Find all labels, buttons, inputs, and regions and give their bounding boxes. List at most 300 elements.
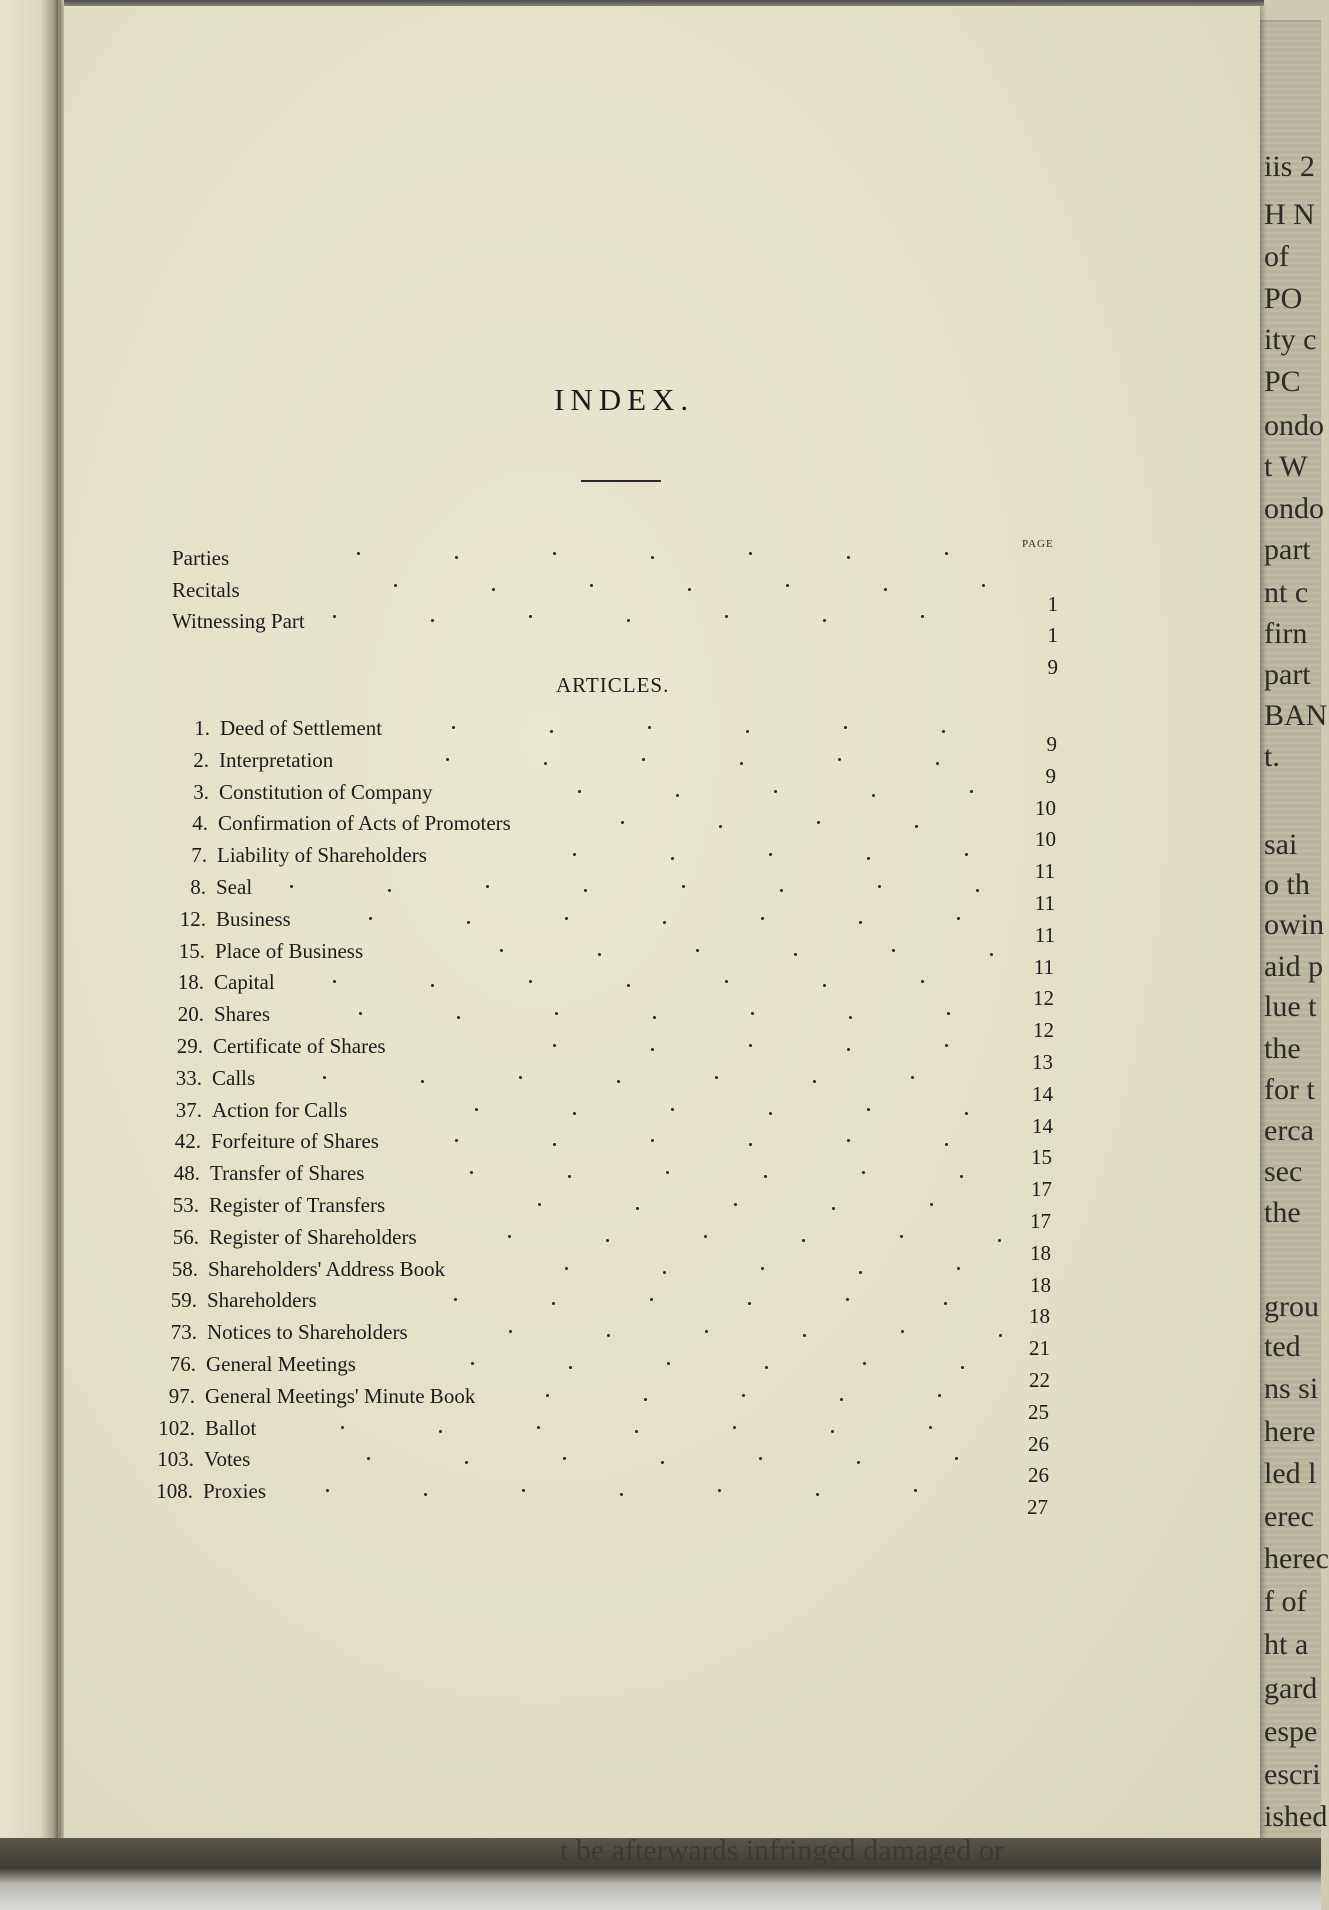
leader-dot: [696, 949, 699, 952]
leader-dot: [688, 588, 691, 591]
leader-dot: [998, 1239, 1001, 1242]
leader-dot: [555, 1012, 558, 1015]
leader-dot: [431, 619, 434, 622]
leader-dot: [794, 953, 797, 956]
leader-dot: [553, 1143, 556, 1146]
leader-dot: [569, 1366, 572, 1369]
leader-dot: [326, 1489, 329, 1492]
leader-dot: [863, 1362, 866, 1365]
leader-dot: [644, 1398, 647, 1401]
leader-dot: [944, 1302, 947, 1305]
article-label: Proxies: [203, 1479, 266, 1504]
leader-dot: [475, 1108, 478, 1111]
leader-dot: [455, 1139, 458, 1142]
leader-dot: [454, 1298, 457, 1301]
leader-dot: [965, 1112, 968, 1115]
newspaper-text: ondo: [1264, 492, 1324, 525]
article-entry: [0, 906, 1321, 947]
newspaper-text: led l: [1264, 1457, 1317, 1490]
article-label: Notices to Shareholders: [207, 1320, 408, 1345]
leader-dot: [823, 619, 826, 622]
leader-dot: [746, 730, 749, 733]
article-page-number: 15: [1031, 1145, 1052, 1170]
article-number: 8.: [190, 875, 206, 899]
newspaper-text: lue t: [1264, 990, 1317, 1023]
leader-dot: [394, 584, 397, 587]
article-entry: [0, 1161, 1321, 1202]
leader-dot: [847, 556, 850, 559]
leader-dot: [620, 1493, 623, 1496]
article-number: 20.: [177, 1002, 204, 1027]
leader-dot: [565, 1267, 568, 1270]
leader-dot: [936, 762, 939, 765]
article-page-number: 11: [1034, 922, 1055, 947]
newspaper-text: ns si: [1264, 1372, 1319, 1405]
newspaper-text: the: [1264, 1032, 1301, 1065]
leader-dot: [627, 619, 630, 622]
entry-label: Witnessing Part: [172, 609, 305, 633]
page-column-header: PAGE: [1022, 538, 1054, 550]
newspaper-text: part: [1264, 658, 1311, 691]
leader-dot: [323, 1076, 326, 1079]
leader-dot: [961, 1366, 964, 1369]
article-number: 103.: [157, 1447, 194, 1472]
newspaper-text: ondo: [1264, 409, 1324, 442]
leader-dot: [764, 1175, 767, 1178]
article-number: 97.: [168, 1383, 195, 1408]
article-page-number: 12: [1033, 986, 1054, 1011]
newspaper-fragment: [1254, 20, 1329, 1850]
leader-dot: [661, 1461, 664, 1464]
newspaper-text: erca: [1264, 1114, 1314, 1147]
article-number: 76.: [169, 1352, 196, 1376]
entry-label: Recitals: [172, 577, 240, 602]
article-label: Shareholders: [207, 1288, 317, 1313]
article-entry: [0, 1034, 1321, 1074]
leader-dot: [546, 1394, 549, 1397]
article-page-number: 26: [1028, 1431, 1049, 1456]
newspaper-text: erec: [1264, 1500, 1314, 1533]
leader-dot: [847, 1048, 850, 1051]
article-label: Business: [216, 906, 291, 931]
article-label: Interpretation: [219, 747, 334, 772]
leader-dot: [911, 1076, 914, 1079]
leader-dot: [734, 1203, 737, 1206]
newspaper-text: o th: [1264, 868, 1310, 901]
leader-dot: [718, 1489, 721, 1492]
leader-dot: [749, 1143, 752, 1146]
article-number: 37.: [175, 1097, 202, 1122]
leader-dot: [900, 1235, 903, 1238]
leader-dot: [500, 949, 503, 952]
leader-dot: [748, 1302, 751, 1305]
entry-page-number: 9: [1047, 654, 1058, 679]
article-number: 42.: [174, 1129, 201, 1154]
article-label: Votes: [204, 1447, 251, 1472]
leader-dot: [606, 1239, 609, 1242]
leader-dot: [765, 1366, 768, 1369]
leader-dot: [982, 584, 985, 587]
article-number: 1.: [194, 716, 210, 740]
article-number: 12.: [179, 906, 206, 931]
leader-dot: [439, 1430, 442, 1433]
leader-dot: [663, 921, 666, 924]
article-entry: [0, 1415, 1321, 1456]
article-entry: [0, 1288, 1321, 1329]
newspaper-text: escri: [1264, 1758, 1321, 1791]
article-number: 108.: [156, 1479, 193, 1504]
article-page-number: 25: [1028, 1399, 1049, 1424]
article-page-number: 17: [1031, 1177, 1052, 1202]
leader-dot: [676, 794, 679, 797]
leader-dot: [990, 953, 993, 956]
leader-dot: [867, 1108, 870, 1111]
leader-dot: [938, 1394, 941, 1397]
leader-dot: [359, 1012, 362, 1015]
article-label: Seal: [216, 875, 253, 899]
article-number: 48.: [173, 1161, 200, 1186]
leader-dot: [651, 556, 654, 559]
article-entry: [0, 1129, 1321, 1170]
article-number: 2.: [193, 747, 209, 772]
leader-dot: [769, 1112, 772, 1115]
leader-dot: [862, 1171, 865, 1174]
leader-dot: [290, 885, 293, 888]
leader-dot: [627, 984, 630, 987]
leader-dot: [431, 984, 434, 987]
leader-dot: [522, 1489, 525, 1492]
article-label: Certificate of Shares: [213, 1034, 386, 1058]
article-entry: [0, 1224, 1321, 1265]
leader-dot: [759, 1457, 762, 1460]
leader-dot: [878, 885, 881, 888]
article-page-number: 10: [1035, 795, 1056, 820]
leader-dot: [749, 552, 752, 555]
leader-dot: [421, 1080, 424, 1083]
article-label: General Meetings: [206, 1352, 356, 1376]
leader-dot: [590, 584, 593, 587]
leader-dot: [617, 1080, 620, 1083]
leader-dot: [470, 1171, 473, 1174]
leader-dot: [844, 726, 847, 729]
article-number: 56.: [172, 1224, 199, 1249]
article-page-number: 11: [1033, 954, 1054, 979]
leader-dot: [859, 921, 862, 924]
leader-dot: [872, 794, 875, 797]
leader-dot: [341, 1426, 344, 1429]
article-label: Capital: [214, 970, 275, 995]
leader-dot: [636, 1207, 639, 1210]
newspaper-bottom-line: t be afterwards infringed damaged or: [560, 1834, 1004, 1867]
newspaper-text: the: [1264, 1196, 1301, 1229]
leader-dot: [621, 821, 624, 824]
article-label: Forfeiture of Shares: [211, 1129, 379, 1154]
newspaper-text: grou: [1264, 1290, 1319, 1323]
leader-dot: [333, 615, 336, 618]
leader-dot: [774, 790, 777, 793]
entry-page-number: 1: [1047, 591, 1058, 616]
leader-dot: [955, 1457, 958, 1460]
leader-dot: [915, 825, 918, 828]
index-entry: [0, 609, 1321, 647]
leader-dot: [945, 1044, 948, 1047]
index-entry: [0, 546, 1321, 572]
leader-dot: [816, 1493, 819, 1496]
leader-dot: [650, 1298, 653, 1301]
newspaper-text: iis 2: [1264, 150, 1315, 183]
article-label: Place of Business: [215, 938, 364, 963]
article-page-number: 9: [1046, 732, 1057, 756]
leader-dot: [945, 1143, 948, 1146]
leader-dot: [492, 588, 495, 591]
newspaper-text: BAN: [1264, 699, 1328, 732]
leader-dot: [537, 1426, 540, 1429]
newspaper-text: espe: [1264, 1715, 1318, 1748]
article-page-number: 18: [1030, 1272, 1051, 1297]
leader-dot: [333, 980, 336, 983]
leader-dot: [573, 1112, 576, 1115]
article-label: Transfer of Shares: [210, 1161, 365, 1186]
leader-dot: [947, 1012, 950, 1015]
article-number: 33.: [175, 1065, 202, 1090]
article-number: 7.: [191, 843, 207, 868]
article-page-number: 14: [1032, 1081, 1053, 1106]
leader-dot: [565, 917, 568, 920]
leader-dot: [666, 1171, 669, 1174]
index-entry: [0, 577, 1321, 616]
leader-dot: [831, 1430, 834, 1433]
leader-dot: [921, 980, 924, 983]
newspaper-text: of: [1264, 240, 1289, 273]
leader-dot: [388, 889, 391, 892]
newspaper-text: ted: [1264, 1330, 1301, 1363]
leader-dot: [945, 552, 948, 555]
newspaper-text: herec: [1264, 1542, 1329, 1575]
article-label: Shareholders' Address Book: [208, 1256, 446, 1281]
leader-dot: [749, 1044, 752, 1047]
leader-dot: [452, 726, 455, 729]
article-page-number: 13: [1032, 1050, 1053, 1074]
article-number: 4.: [192, 811, 208, 836]
leader-dot: [849, 1016, 852, 1019]
article-label: Ballot: [205, 1415, 257, 1440]
leader-dot: [563, 1457, 566, 1460]
newspaper-text: PC: [1264, 365, 1301, 398]
leader-dot: [635, 1430, 638, 1433]
article-entry: [0, 716, 1321, 756]
leader-dot: [651, 1139, 654, 1142]
newspaper-text: firn: [1264, 617, 1308, 650]
leader-dot: [682, 885, 685, 888]
leader-dot: [786, 584, 789, 587]
leader-dot: [486, 885, 489, 888]
leader-dot: [607, 1334, 610, 1337]
leader-dot: [921, 615, 924, 618]
article-entry: [0, 1002, 1321, 1043]
leader-dot: [780, 889, 783, 892]
leader-dot: [761, 917, 764, 920]
leader-dot: [568, 1175, 571, 1178]
leader-dot: [465, 1461, 468, 1464]
newspaper-text: part: [1264, 533, 1311, 566]
newspaper-text: ished: [1264, 1800, 1328, 1833]
leader-dot: [884, 588, 887, 591]
leader-dot: [357, 552, 360, 555]
article-entry: [0, 1256, 1321, 1297]
leader-dot: [751, 1012, 754, 1015]
leader-dot: [832, 1207, 835, 1210]
article-entry: [0, 1383, 1321, 1424]
leader-dot: [584, 889, 587, 892]
leader-dot: [965, 853, 968, 856]
leader-dot: [823, 984, 826, 987]
leader-dot: [519, 1076, 522, 1079]
article-label: Deed of Settlement: [220, 716, 383, 740]
article-label: Shares: [214, 1002, 270, 1027]
leader-dot: [840, 1398, 843, 1401]
leader-dot: [529, 615, 532, 618]
page-title: INDEX.: [554, 382, 695, 417]
newspaper-text: here: [1264, 1415, 1316, 1448]
article-label: Action for Calls: [212, 1097, 348, 1122]
leader-dot: [859, 1271, 862, 1274]
article-label: Confirmation of Acts of Promoters: [218, 811, 511, 836]
leader-dot: [553, 1044, 556, 1047]
newspaper-text: t W: [1264, 450, 1308, 483]
article-number: 53.: [172, 1193, 199, 1217]
article-page-number: 21: [1029, 1336, 1050, 1361]
newspaper-text: PO: [1264, 282, 1303, 315]
leader-dot: [653, 1016, 656, 1019]
leader-dot: [424, 1493, 427, 1496]
newspaper-text: nt c: [1264, 576, 1309, 609]
article-label: Calls: [212, 1065, 256, 1090]
leader-dot: [598, 953, 601, 956]
leader-dot: [671, 857, 674, 860]
leader-dot: [802, 1239, 805, 1242]
leader-dot: [817, 821, 820, 824]
leader-dot: [725, 980, 728, 983]
leader-dot: [457, 1016, 460, 1019]
article-entry: [0, 1065, 1321, 1106]
leader-dot: [867, 857, 870, 860]
article-number: 73.: [170, 1320, 197, 1345]
article-page-number: 11: [1034, 859, 1055, 884]
article-page-number: 26: [1028, 1463, 1049, 1488]
article-number: 58.: [171, 1256, 198, 1281]
leader-dot: [455, 556, 458, 559]
leader-dot: [838, 758, 841, 761]
article-page-number: 22: [1029, 1368, 1050, 1392]
leader-dot: [803, 1334, 806, 1337]
newspaper-text: owin: [1264, 908, 1324, 941]
leader-dot: [715, 1076, 718, 1079]
leader-dot: [892, 949, 895, 952]
article-page-number: 12: [1033, 1018, 1054, 1043]
leader-dot: [538, 1203, 541, 1206]
leader-dot: [369, 917, 372, 920]
article-entry: [0, 1193, 1321, 1233]
newspaper-text: H N: [1264, 198, 1315, 231]
leader-dot: [671, 1108, 674, 1111]
leader-dot: [813, 1080, 816, 1083]
leader-dot: [552, 1302, 555, 1305]
newspaper-text: sec: [1264, 1155, 1303, 1188]
leader-dot: [642, 758, 645, 761]
leader-dot: [508, 1235, 511, 1238]
newspaper-text: ht a: [1264, 1628, 1309, 1661]
leader-dot: [648, 726, 651, 729]
article-label: General Meetings' Minute Book: [205, 1383, 476, 1408]
article-entry: [0, 875, 1321, 915]
leader-dot: [719, 825, 722, 828]
article-number: 15.: [178, 938, 205, 963]
articles-heading: ARTICLES.: [556, 673, 670, 697]
article-label: Register of Shareholders: [209, 1224, 417, 1249]
article-number: 3.: [193, 779, 209, 804]
leader-dot: [942, 730, 945, 733]
leader-dot: [846, 1298, 849, 1301]
article-page-number: 10: [1035, 827, 1056, 852]
leader-dot: [725, 615, 728, 618]
article-label: Constitution of Company: [219, 779, 433, 804]
article-page-number: 18: [1029, 1304, 1050, 1329]
leader-dot: [467, 921, 470, 924]
article-number: 102.: [158, 1415, 195, 1440]
entry-label: Parties: [172, 546, 230, 570]
newspaper-text: aid p: [1264, 950, 1324, 983]
article-number: 18.: [177, 970, 204, 995]
newspaper-text: f of: [1264, 1585, 1307, 1618]
leader-dot: [847, 1139, 850, 1142]
leader-dot: [914, 1489, 917, 1492]
leader-dot: [957, 917, 960, 920]
leader-dot: [704, 1235, 707, 1238]
article-page-number: 27: [1027, 1495, 1048, 1520]
article-page-number: 9: [1045, 763, 1056, 788]
article-entry: [0, 747, 1321, 788]
article-label: Liability of Shareholders: [217, 843, 427, 868]
article-number: 59.: [170, 1288, 197, 1313]
leader-dot: [509, 1330, 512, 1333]
article-page-number: 11: [1034, 891, 1055, 915]
article-entry: [0, 779, 1321, 820]
leader-dot: [976, 889, 979, 892]
leader-dot: [578, 790, 581, 793]
newspaper-text: ity c: [1264, 323, 1317, 356]
leader-dot: [367, 1457, 370, 1460]
leader-dot: [999, 1334, 1002, 1337]
leader-dot: [733, 1426, 736, 1429]
article-label: Register of Transfers: [209, 1193, 386, 1217]
leader-dot: [960, 1175, 963, 1178]
leader-dot: [446, 758, 449, 761]
leader-dot: [742, 1394, 745, 1397]
leader-dot: [857, 1461, 860, 1464]
leader-dot: [930, 1203, 933, 1206]
article-page-number: 14: [1032, 1113, 1053, 1138]
newspaper-text: for t: [1264, 1073, 1315, 1106]
title-rule: [581, 480, 661, 482]
leader-dot: [769, 853, 772, 856]
leader-dot: [901, 1330, 904, 1333]
leader-dot: [957, 1267, 960, 1270]
article-number: 29.: [176, 1034, 203, 1058]
leader-dot: [929, 1426, 932, 1429]
newspaper-text: sai: [1264, 828, 1298, 861]
leader-dot: [544, 762, 547, 765]
leader-dot: [705, 1330, 708, 1333]
